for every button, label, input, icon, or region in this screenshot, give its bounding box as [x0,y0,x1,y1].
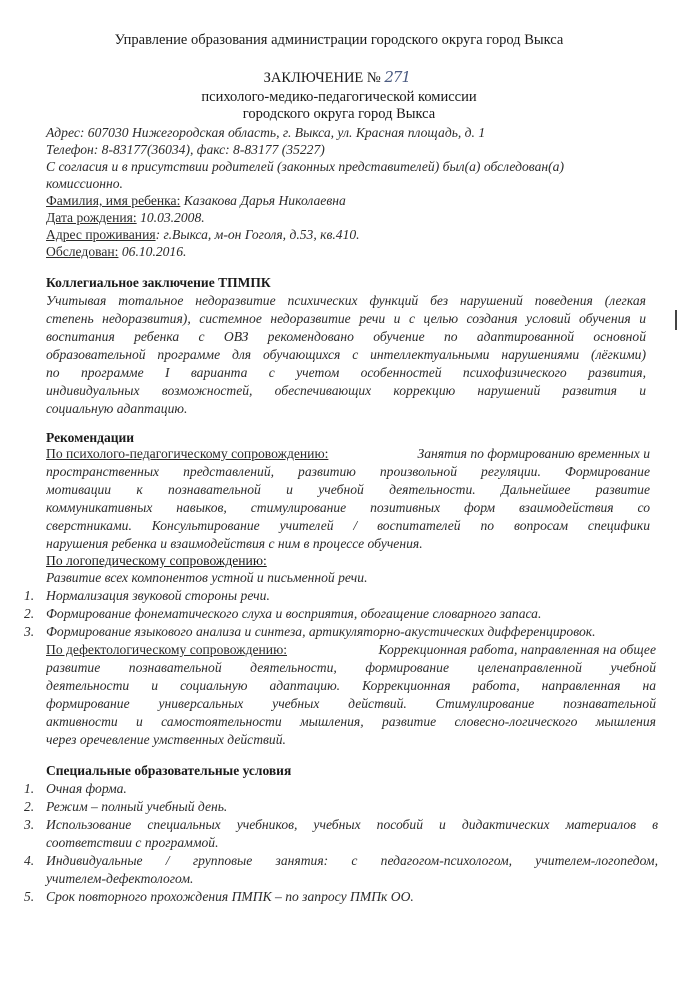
commission-line-2: городского округа город Выкса [242,106,436,122]
list-item [0,588,678,606]
exam-date-value: 06.10.2016. [118,244,187,259]
conditions-heading: Специальные образовательные условия [46,763,292,778]
list-item-text: Использование специальных учебников, учебных пособий и дидактических материалов в [46,817,658,832]
conclusion-line: социальную адаптацию. [46,401,188,416]
list-item-text: Очная форма. [46,781,127,796]
defect-support-label: По дефектологическому сопровождению: [46,642,288,657]
residence-row [46,227,360,243]
list-item-number: 4. [24,853,35,868]
list-item-text: Срок повторного прохождения ПМПК – по запросу ПМПк ОО. [46,889,414,904]
list-item-text: Режим – полный учебный день. [46,799,228,814]
list-item-number: 1. [24,588,35,603]
list-item-number: 2. [24,606,35,621]
scan-edge-mark [675,310,677,330]
list-item [0,781,678,799]
conclusion-line: Учитывая тотальное недоразвитие психических функций без нарушений поведения (легкая [46,293,646,308]
list-item [0,853,678,889]
list-item-text: Формирование языкового анализа и синтеза, артикуляторно-акустических дифференцировок. [46,624,596,639]
list-item-number: 2. [24,799,35,814]
exam-date-label: Обследован: [46,244,119,259]
commission-phone: Телефон: 8-83177(36034), факс: 8-83177 (35227) [46,142,325,157]
list-item-number: 5. [24,889,35,904]
defect-support-line: деятельности и социальную адаптацию. Коррекционная работа, направленная на [46,678,656,693]
psych-support-line: Занятия по формированию временных и [417,446,650,461]
birth-date-label: Дата рождения: [46,210,137,225]
organization-header: Управление образования администрации городского округа город Выкса [114,32,564,48]
list-item-text: Индивидуальные / групповые занятия: с педагогом-психологом, учителем-логопедом, [46,853,658,868]
conclusion-line: воспитания ребенка с ОВЗ рекомендовано обучение по адаптированной основной [46,329,646,344]
consent-line-2: комиссионно. [46,176,123,191]
child-name-row [46,193,346,209]
list-item [0,799,678,817]
list-item [0,624,678,642]
conclusion-line: образовательной программе для обучающихся с интеллектуальными нарушениями (лёгкими) [46,347,646,362]
child-name-label: Фамилия, имя ребенка: [46,193,181,208]
defect-support-line: активности и самостоятельности мышления, развитие словесно-логического мышления [46,714,656,729]
psych-support-line: мотивации к познавательной и учебной деятельности. Дальнейшее развитие [46,482,650,497]
defect-support-line: развитие познавательной деятельности, формирование целенаправленной учебной [46,660,656,675]
conclusion-line: индивидуальных возможностей, обеспечивающих коррекцию нарушений развития и [46,383,646,398]
list-item-number: 1. [24,781,35,796]
list-item-text: Нормализация звуковой стороны речи. [46,588,270,603]
child-name-value: Казакова Дарья Николаевна [180,193,346,208]
residence-value: : г.Выкса, м-он Гоголя, д.53, кв.410. [155,227,360,242]
title-prefix: ЗАКЛЮЧЕНИЕ № [263,70,381,86]
defect-support-line: формирование универсальных учебных действий. Стимулирование познавательной [46,696,656,711]
recommendations-heading: Рекомендации [46,430,135,445]
document-title [0,68,678,87]
psych-support-line: сверстниками. Консультирование учителей / воспитателей по вопросам специфики [46,518,650,533]
defect-support-line: Коррекционная работа, направленная на общее [378,642,656,657]
list-item-text: Формирование фонематического слуха и восприятия, обогащение словарного запаса. [46,606,542,621]
psych-support-line: нарушения ребенка и взаимодействия с ним в процессе обучения. [46,536,423,551]
commission-address: Адрес: 607030 Нижегородская область, г. Выкса, ул. Красная площадь, д. 1 [46,125,486,140]
commission-line-1: психолого-медико-педагогической комиссии [201,89,477,105]
list-item [0,889,678,907]
list-item [0,817,678,853]
speech-support-label: По логопедическому сопровождению: [46,553,267,568]
residence-label: Адрес проживания [46,227,156,242]
defect-support-first-line [46,642,656,658]
exam-date-row [46,244,186,260]
psych-support-label: По психолого-педагогическому сопровождению: [46,446,329,461]
handwritten-number: 271 [384,68,411,86]
birth-date-value: 10.03.2008. [136,210,205,225]
list-item-text: соответствии с программой. [46,835,219,850]
list-item-text: учителем-дефектологом. [46,871,194,886]
consent-line-1: С согласия и в присутствии родителей (законных представителей) был(а) обследован(а) [46,159,564,174]
birth-date-row [46,210,205,226]
speech-support-intro: Развитие всех компонентов устной и письменной речи. [46,570,368,585]
list-item-number: 3. [24,624,35,639]
conclusion-heading: Коллегиальное заключение ТПМПК [46,275,271,290]
conclusion-line: по программе I варианта с учетом особенностей психофизического развития, [46,365,646,380]
list-item [0,606,678,624]
psych-support-line: пространственных представлений, развитию произвольной регуляции. Формирование [46,464,650,479]
list-item-number: 3. [24,817,35,832]
conclusion-line: степень недоразвития), системное недоразвитие речи и с целью создания условий обучения и [46,311,646,326]
psych-support-line: коммуникативных навыков, стимулирование позитивных форм взаимодействия со [46,500,650,515]
psych-support-first-line [46,446,650,462]
defect-support-line: через оречевление умственных действий. [46,732,286,747]
